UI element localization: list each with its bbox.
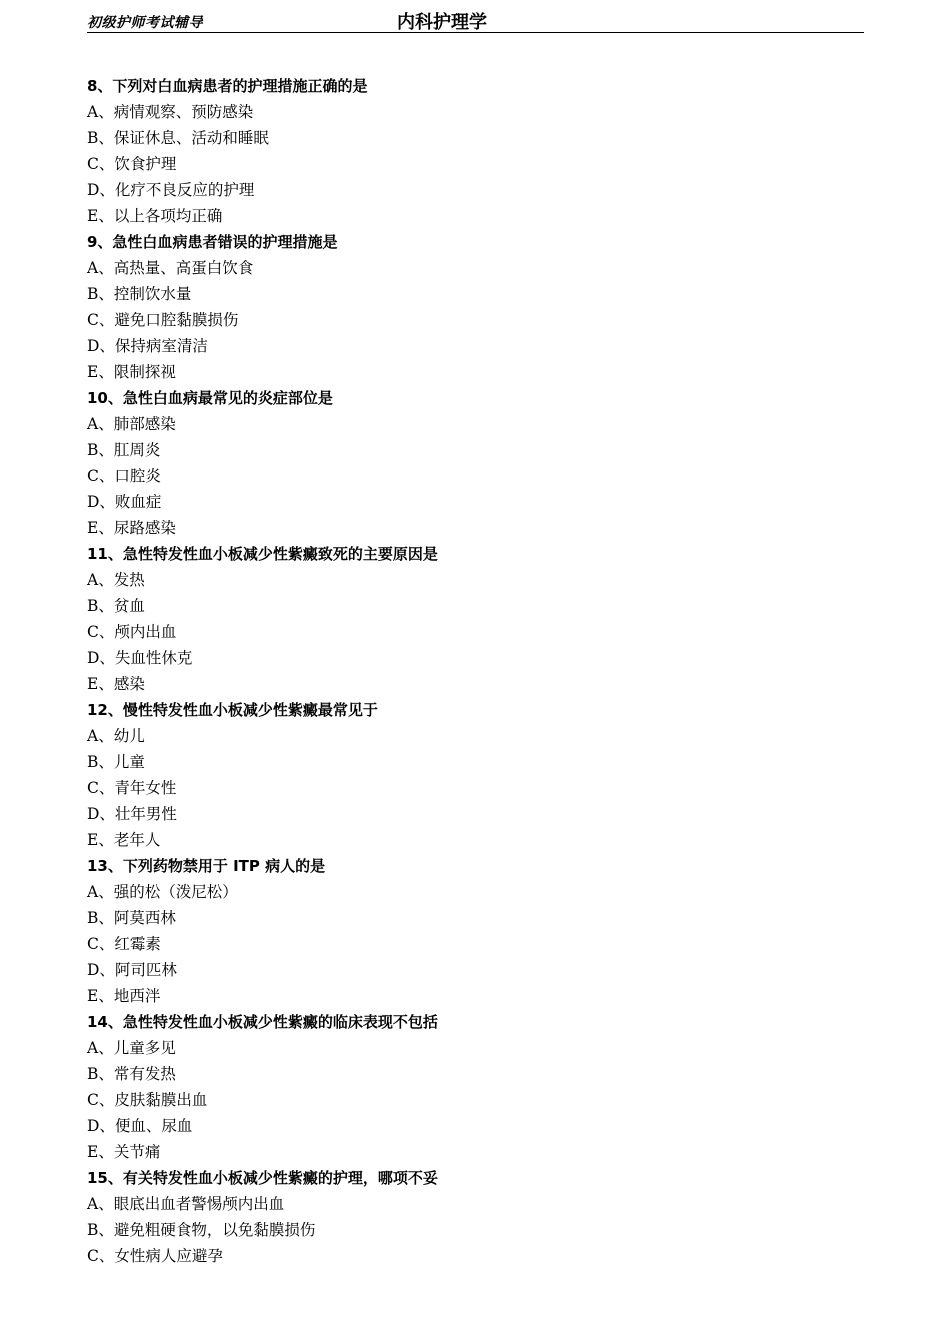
question-list bbox=[87, 73, 867, 1269]
answer-option: D、败血症 bbox=[87, 493, 162, 511]
answer-option: C、女性病人应避孕 bbox=[87, 1247, 223, 1265]
answer-option: D、失血性休克 bbox=[87, 649, 193, 667]
answer-option: A、幼儿 bbox=[87, 727, 145, 745]
answer-option: B、常有发热 bbox=[87, 1065, 176, 1083]
answer-option: D、便血、尿血 bbox=[87, 1117, 193, 1135]
answer-option: B、肛周炎 bbox=[87, 441, 161, 459]
answer-option: A、眼底出血者警惕颅内出血 bbox=[87, 1195, 285, 1213]
answer-option: B、控制饮水量 bbox=[87, 285, 192, 303]
question-stem: 8、下列对白血病患者的护理措施正确的是 bbox=[87, 77, 368, 95]
answer-option: C、饮食护理 bbox=[87, 155, 177, 173]
question-stem: 15、有关特发性血小板减少性紫癜的护理，哪项不妥 bbox=[87, 1169, 438, 1187]
question-stem: 9、急性白血病患者错误的护理措施是 bbox=[87, 233, 338, 251]
answer-option: C、避免口腔黏膜损伤 bbox=[87, 311, 239, 329]
answer-option: D、化疗不良反应的护理 bbox=[87, 181, 255, 199]
header-subject: 内科护理学 bbox=[397, 12, 487, 33]
answer-option: A、肺部感染 bbox=[87, 415, 176, 433]
question-stem: 14、急性特发性血小板减少性紫癜的临床表现不包括 bbox=[87, 1013, 438, 1031]
answer-option: E、感染 bbox=[87, 675, 145, 693]
question-stem: 11、急性特发性血小板减少性紫癜致死的主要原因是 bbox=[87, 545, 438, 563]
answer-option: E、以上各项均正确 bbox=[87, 207, 223, 225]
answer-option: E、老年人 bbox=[87, 831, 161, 849]
header-book-title: 初级护师考试辅导 bbox=[87, 15, 203, 31]
answer-option: E、尿路感染 bbox=[87, 519, 176, 537]
answer-option: B、避免粗硬食物，以免黏膜损伤 bbox=[87, 1221, 316, 1239]
answer-option: B、阿莫西林 bbox=[87, 909, 176, 927]
question-stem: 13、下列药物禁用于 ITP 病人的是 bbox=[87, 857, 326, 875]
answer-option: B、保证休息、活动和睡眠 bbox=[87, 129, 269, 147]
answer-option: C、青年女性 bbox=[87, 779, 177, 797]
answer-option: C、皮肤黏膜出血 bbox=[87, 1091, 208, 1109]
answer-option: B、贫血 bbox=[87, 597, 145, 615]
answer-option: A、高热量、高蛋白饮食 bbox=[87, 259, 254, 277]
answer-option: C、口腔炎 bbox=[87, 467, 161, 485]
answer-option: C、红霉素 bbox=[87, 935, 161, 953]
answer-option: B、儿童 bbox=[87, 753, 145, 771]
answer-option: D、壮年男性 bbox=[87, 805, 177, 823]
answer-option: E、地西泮 bbox=[87, 987, 161, 1005]
answer-option: A、病情观察、预防感染 bbox=[87, 103, 254, 121]
answer-option: A、强的松（泼尼松） bbox=[87, 883, 238, 901]
answer-option: C、颅内出血 bbox=[87, 623, 177, 641]
answer-option: A、发热 bbox=[87, 571, 145, 589]
question-stem: 12、慢性特发性血小板减少性紫癜最常见于 bbox=[87, 701, 378, 719]
answer-option: D、阿司匹林 bbox=[87, 961, 177, 979]
answer-option: D、保持病室清洁 bbox=[87, 337, 208, 355]
answer-option: E、限制探视 bbox=[87, 363, 176, 381]
answer-option: A、儿童多见 bbox=[87, 1039, 176, 1057]
answer-option: E、关节痛 bbox=[87, 1143, 161, 1161]
question-stem: 10、急性白血病最常见的炎症部位是 bbox=[87, 389, 333, 407]
page-header bbox=[87, 8, 864, 33]
